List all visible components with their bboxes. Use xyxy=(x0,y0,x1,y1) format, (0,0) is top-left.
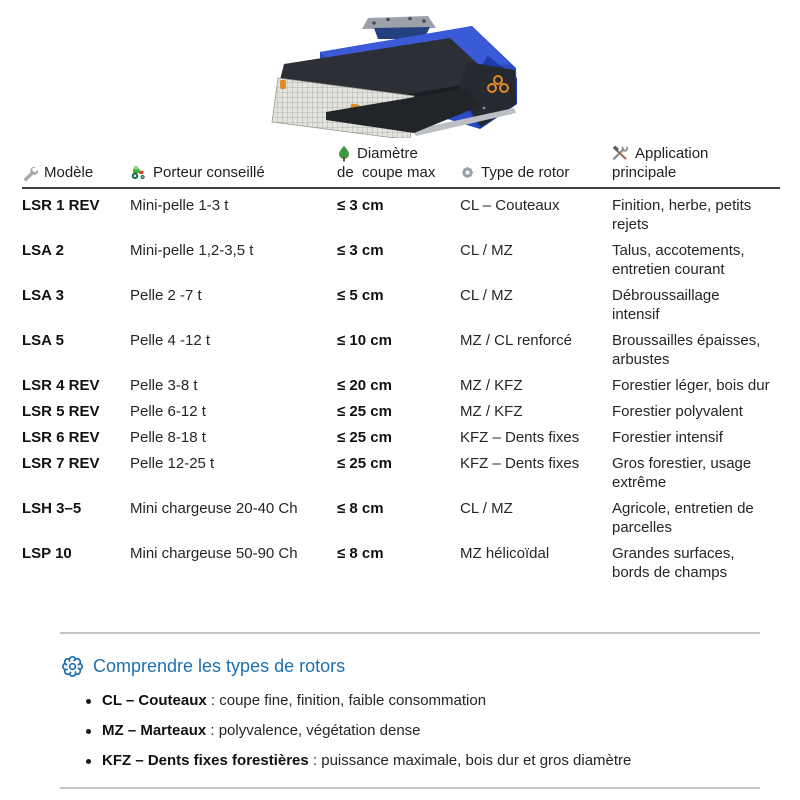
cell-diameter: ≤ 8 cm xyxy=(337,500,384,517)
rotor-item-text xyxy=(102,751,631,771)
rotor-section-title: Comprendre les types de rotors xyxy=(93,656,346,676)
rotor-term: KFZ – Dents fixes forestières xyxy=(102,752,309,769)
rotor-term: CL – Couteaux xyxy=(102,692,207,709)
col-header-label: Type de rotor xyxy=(481,164,570,181)
cell-diameter: ≤ 5 cm xyxy=(337,287,384,304)
cell-carrier: Mini-pelle 1-3 t xyxy=(130,197,229,214)
cell-model: LSR 7 REV xyxy=(22,455,100,472)
cell-application: Forestier intensif xyxy=(612,429,723,446)
rotor-info-section xyxy=(60,632,760,789)
rotor-type-item xyxy=(86,691,760,711)
bullet-marker xyxy=(86,699,91,704)
cell-rotor: CL – Couteaux xyxy=(460,197,560,214)
cell-model: LSA 3 xyxy=(22,287,64,304)
cell-application: Finition, herbe, petits rejets xyxy=(612,197,752,233)
table-row xyxy=(22,537,780,582)
col-header-label: Modèle xyxy=(44,164,94,181)
cell-application: Talus, accotements, entretien courant xyxy=(612,242,745,278)
cell-rotor: CL / MZ xyxy=(460,242,513,259)
cell-model: LSA 2 xyxy=(22,242,64,259)
cell-model: LSR 6 REV xyxy=(22,429,100,446)
bullet-marker xyxy=(86,759,91,764)
col-header-label-line2: de coupe max xyxy=(337,164,436,181)
rotor-gear-icon xyxy=(62,656,83,677)
rotor-item-text xyxy=(102,721,421,741)
cell-diameter: ≤ 3 cm xyxy=(337,242,384,259)
table-header-row xyxy=(22,144,780,188)
cell-carrier: Pelle 8-18 t xyxy=(130,429,206,446)
rotor-description: : puissance maximale, bois dur et gros diamètre xyxy=(308,752,632,769)
cell-carrier: Mini-pelle 1,2-3,5 t xyxy=(130,242,254,259)
cell-diameter: ≤ 3 cm xyxy=(337,197,384,214)
col-header-diametre xyxy=(337,144,460,188)
table-row xyxy=(22,447,780,492)
table-row xyxy=(22,395,780,421)
cell-model: LSR 5 REV xyxy=(22,403,100,420)
rotor-item-text xyxy=(102,691,486,711)
table-row xyxy=(22,369,780,395)
mulcher-illustration xyxy=(262,12,532,138)
cell-diameter: ≤ 10 cm xyxy=(337,332,392,349)
cell-diameter: ≤ 20 cm xyxy=(337,377,392,394)
cell-application: Gros forestier, usage extrême xyxy=(612,455,752,491)
cell-model: LSH 3–5 xyxy=(22,500,82,517)
rotor-type-item xyxy=(86,751,760,771)
separator-top xyxy=(60,632,760,634)
spec-table xyxy=(22,144,780,582)
rotor-description: : polyvalence, végétation dense xyxy=(206,722,421,739)
cell-diameter: ≤ 25 cm xyxy=(337,455,392,472)
cell-carrier: Pelle 12-25 t xyxy=(130,455,215,472)
cell-carrier: Pelle 2 -7 t xyxy=(130,287,202,304)
tree-icon xyxy=(337,146,351,162)
tractor-icon xyxy=(130,165,147,180)
cell-carrier: Pelle 6-12 t xyxy=(130,403,206,420)
wrench-icon xyxy=(22,165,38,181)
col-header-label: Diamètre xyxy=(357,145,418,162)
cell-rotor: KFZ – Dents fixes xyxy=(460,429,580,446)
cell-application: Agricole, entretien de parcelles xyxy=(612,500,754,536)
separator-bottom xyxy=(60,787,760,789)
cell-diameter: ≤ 25 cm xyxy=(337,403,392,420)
col-header-application xyxy=(612,144,780,188)
cell-rotor: MZ / CL renforcé xyxy=(460,332,572,349)
cell-model: LSR 1 REV xyxy=(22,197,100,214)
gear-icon xyxy=(460,165,475,180)
bullet-marker xyxy=(86,729,91,734)
cell-rotor: CL / MZ xyxy=(460,500,513,517)
cell-model: LSP 10 xyxy=(22,545,72,562)
col-header-label-line2: principale xyxy=(612,164,677,181)
cell-model: LSA 5 xyxy=(22,332,64,349)
col-header-label: Application xyxy=(635,145,709,162)
tools-icon xyxy=(612,146,629,161)
cell-application: Forestier léger, bois dur xyxy=(612,377,770,394)
rotor-type-list xyxy=(60,691,760,771)
cell-rotor: MZ hélicoïdal xyxy=(460,545,550,562)
col-header-porteur xyxy=(130,144,337,188)
cell-application: Grandes surfaces, bords de champs xyxy=(612,545,735,581)
table-row xyxy=(22,421,780,447)
cell-application: Débroussaillage intensif xyxy=(612,287,720,323)
table-row xyxy=(22,324,780,369)
mulcher-product-image xyxy=(262,12,532,138)
table-row xyxy=(22,234,780,279)
cell-application: Forestier polyvalent xyxy=(612,403,743,420)
rotor-term: MZ – Marteaux xyxy=(102,722,207,739)
cell-diameter: ≤ 8 cm xyxy=(337,545,384,562)
cell-diameter: ≤ 25 cm xyxy=(337,429,392,446)
rotor-description: : coupe fine, finition, faible consommation xyxy=(206,692,487,709)
rotor-section-header xyxy=(62,656,760,677)
cell-rotor: MZ / KFZ xyxy=(460,377,523,394)
cell-carrier: Pelle 3-8 t xyxy=(130,377,198,394)
cell-rotor: CL / MZ xyxy=(460,287,513,304)
cell-model: LSR 4 REV xyxy=(22,377,100,394)
cell-application: Broussailles épaisses, arbustes xyxy=(612,332,761,368)
table-row xyxy=(22,279,780,324)
rotor-type-item xyxy=(86,721,760,741)
col-header-rotor xyxy=(460,144,612,188)
cell-carrier: Mini chargeuse 50-90 Ch xyxy=(130,545,298,562)
col-header-modele xyxy=(22,144,130,188)
cell-rotor: MZ / KFZ xyxy=(460,403,523,420)
cell-carrier: Pelle 4 -12 t xyxy=(130,332,211,349)
table-row xyxy=(22,492,780,537)
col-header-label: Porteur conseillé xyxy=(153,164,265,181)
table-row xyxy=(22,188,780,234)
cell-carrier: Mini chargeuse 20-40 Ch xyxy=(130,500,298,517)
cell-rotor: KFZ – Dents fixes xyxy=(460,455,580,472)
